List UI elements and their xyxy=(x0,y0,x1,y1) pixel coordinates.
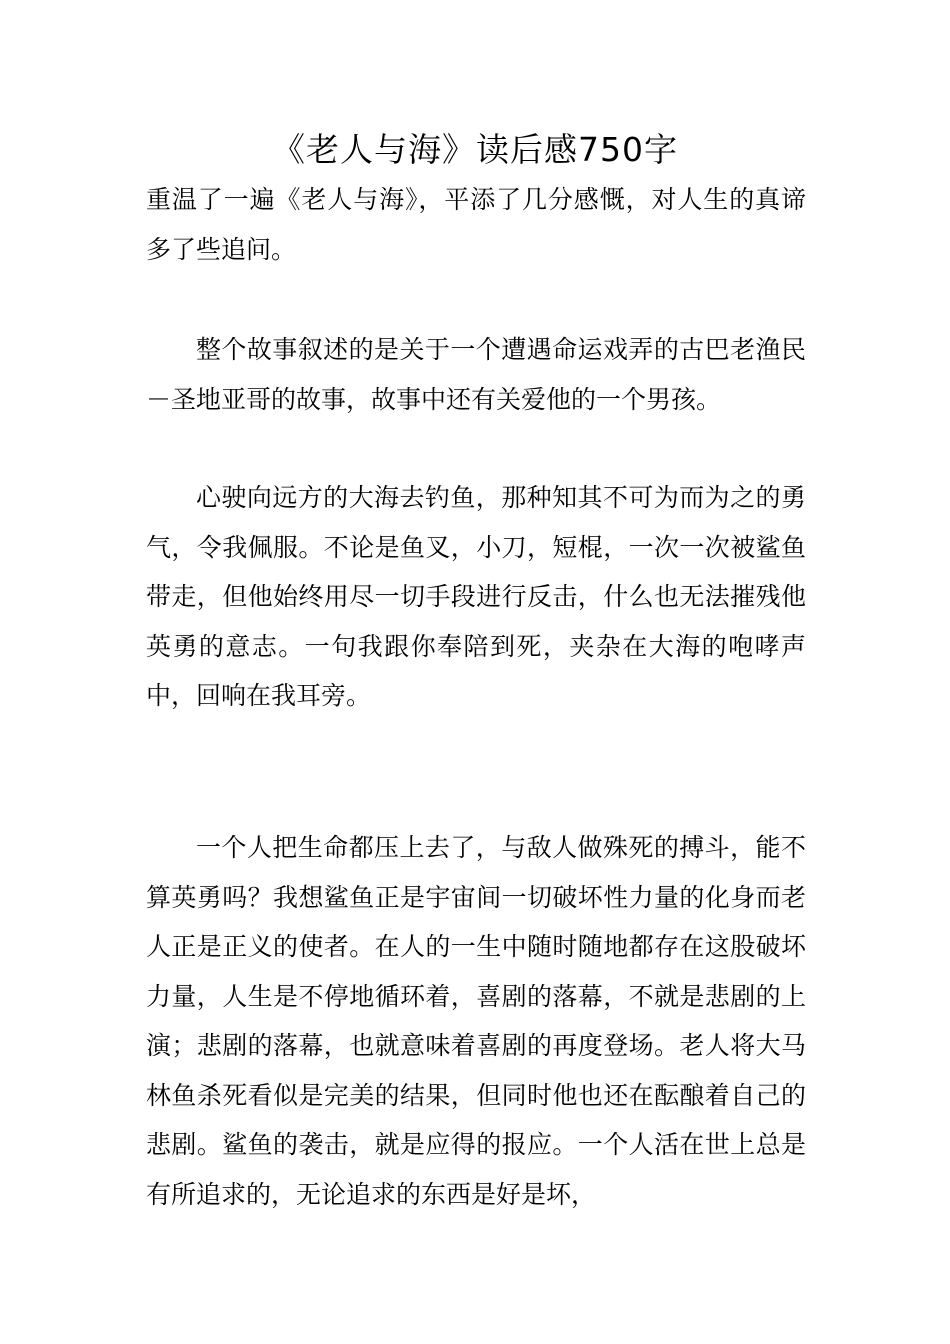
paragraph-1: 重温了一遍《老人与海》，平添了几分感慨，对人生的真谛多了些追问。 xyxy=(146,185,806,264)
paragraph-2: 整个故事叙述的是关于一个遭遇命运戏弄的古巴老渔民－圣地亚哥的故事，故事中还有关爱他的一个男孩。 xyxy=(146,335,806,414)
paragraph-3: 心驶向远方的大海去钓鱼，那种知其不可为而为之的勇气，令我佩服。不论是鱼叉，小刀，短棍，一次一次被鲨鱼带走，但他始终用尽一切手段进行反击，什么也无法摧残他英勇的意志。一句我跟你奉陪到死，夹杂在大海的咆哮声中，回响在我耳旁。 xyxy=(146,483,806,710)
paragraph-4: 一个人把生命都压上去了，与敌人做殊死的搏斗，能不算英勇吗？我想鲨鱼正是宇宙间一切破坏性力量的化身而老人正是正义的使者。在人的一生中随时随地都存在这股破坏力量，人生是不停地循环着，喜剧的落幕，不就是悲剧的上演；悲剧的落幕，也就意味着喜剧的再度登场。老人将大马林鱼杀死看似是完美的结果，但同时他也还在酝酿着自己的悲剧。鲨鱼的袭击，就是应得的报应。一个人活在世上总是有所追求的，无论追求的东西是好是坏， xyxy=(146,833,806,1209)
document-title: 《老人与海》读后感750字 xyxy=(272,130,678,169)
